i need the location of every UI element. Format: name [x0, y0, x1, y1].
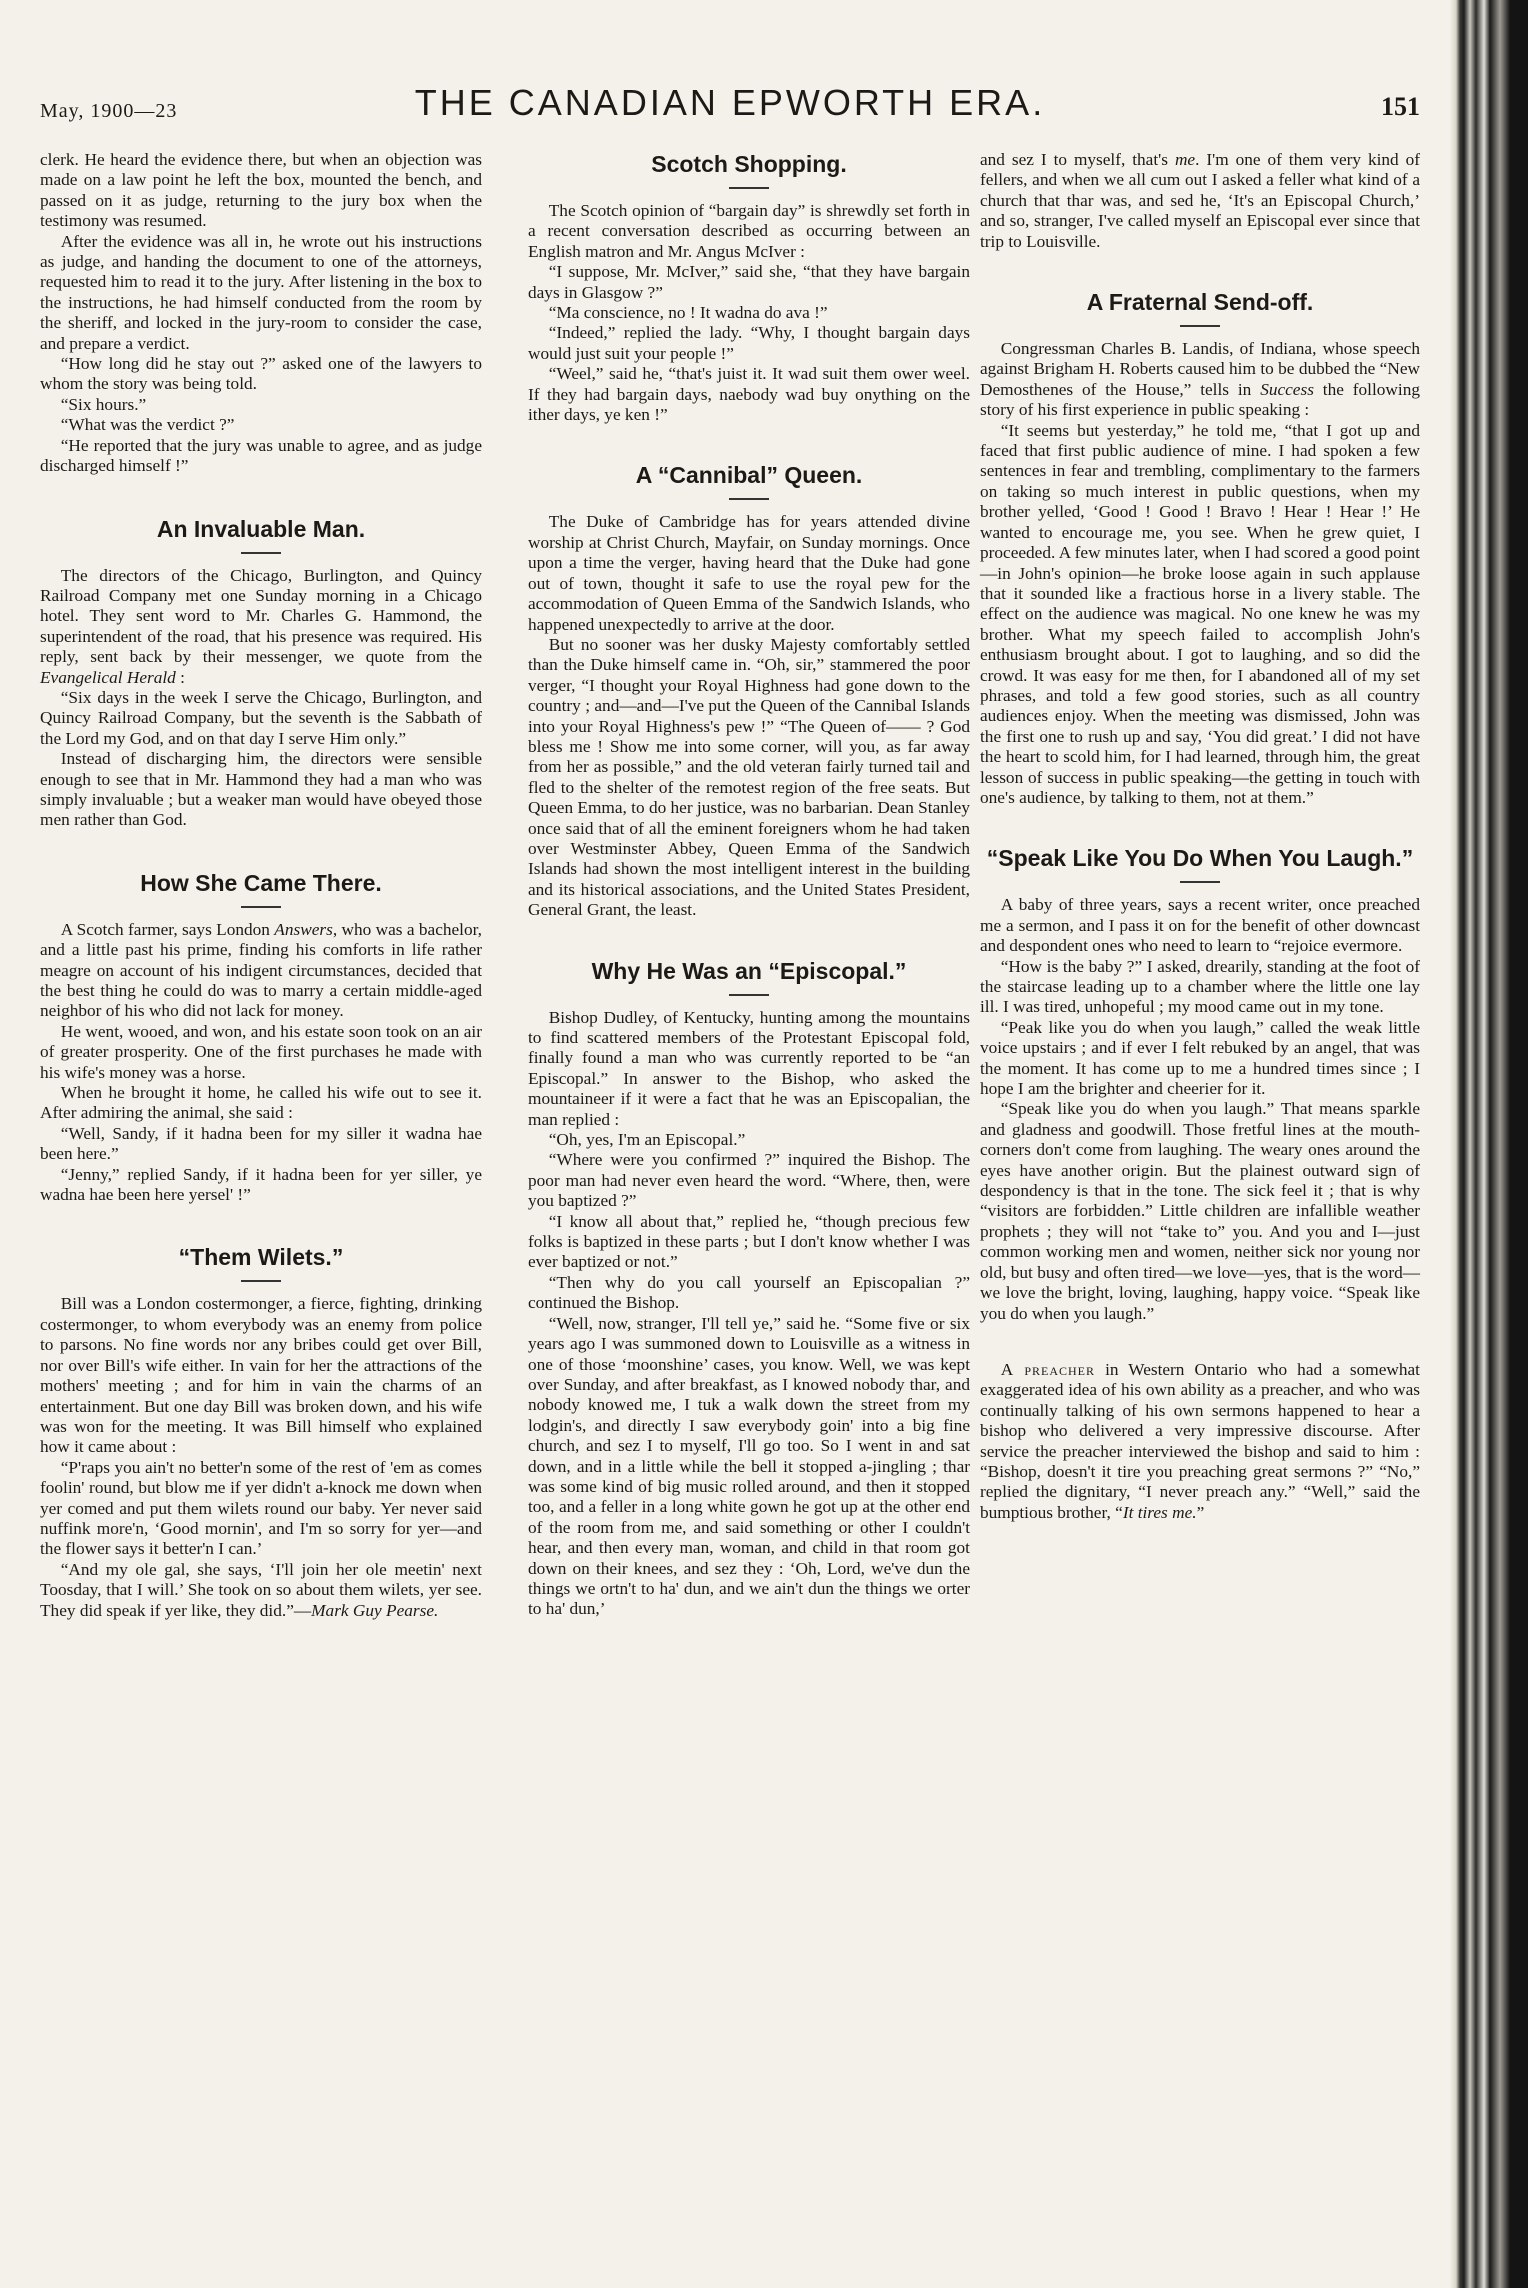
article-heading: “Speak Like You Do When You Laugh.”: [986, 845, 1414, 872]
article-paragraph: “Six hours.”: [60, 394, 147, 414]
column-1: [40, 150, 482, 1621]
article-paragraph: “Jenny,” replied Sandy, if it hadna been for yer siller, ye wadna hae been here yersel' !”: [40, 1164, 482, 1205]
article-paragraph: The Scotch opinion of “bargain day” is shrewdly set forth in a recent conversation described as occurring between an English matron and Mr. Angus McIver :: [528, 201, 970, 261]
article-paragraph: When he brought it home, he called his wife out to see it. After admiring the animal, she said :: [40, 1083, 482, 1123]
section-gap: [980, 808, 1420, 844]
article-paragraph: “P'raps you ain't no better'n some of the rest of 'em as comes foolin' round, but blow me if yer didn't a-knock me down when yer comed and put them wilets round our baby. Yer never said nuffink more'n, ‘Good mornin', and I'm so sorry for yer—and the flower says it better'n I can.’: [40, 1457, 482, 1559]
article-paragraph: clerk. He heard the evidence there, but when an objection was made on a law point he left the box, mounted the bench, and passed on it as judge, returning to the jury box when the testimony was resumed.: [40, 150, 482, 231]
article-heading: “Them Wilets.”: [178, 1244, 344, 1271]
heading-rule: [729, 187, 769, 189]
article-paragraph: “Weel,” said he, “that's juist it. It wad suit them ower weel. If they had bargain days, naebody wad buy onything on the ither days, ye ken !”: [528, 364, 970, 425]
article-paragraph: “How long did he stay out ?” asked one of the lawyers to whom the story was being told.: [40, 354, 482, 394]
section-gap: [980, 252, 1420, 288]
section-gap: [980, 1324, 1420, 1360]
column-2: [528, 150, 970, 1620]
heading-rule: [241, 906, 281, 908]
article-paragraph: “Speak like you do when you laugh.” That means sparkle and gladness and goodwill. Those fretful lines at the mouth-corners don't come from laughing. The weary ones around the eyes have another origin. But the plainest outward sign of despondency is that in the tone. The sick feel it ; that is why “visitors are forbidden.” Little children are infallible weather prophets ; they will not “take to” you. And you and I—just common working men and women, neither sick nor young nor old, but busy and often tired—we love—yes, that is the word—we love the bright, loving, laughing, happy voice. “Speak like you do when you laugh.”: [980, 1099, 1420, 1323]
article-heading: A Fraternal Send-off.: [1086, 289, 1314, 316]
section-gap: [40, 1205, 482, 1243]
article-heading: Why He Was an “Episcopal.”: [591, 957, 907, 984]
article-paragraph: “I know all about that,” replied he, “though precious few folks is baptized in these parts ; but I don't know whether I was ever baptized or not.”: [528, 1211, 970, 1272]
heading-rule: [1180, 325, 1220, 327]
section-gap: [528, 425, 970, 461]
article-paragraph: Bishop Dudley, of Kentucky, hunting among the mountains to find scattered members of the Protestant Episcopal fold, finally found a man who was currently reported to be “an Episcopal.” In answer to the Bishop, who asked the mountaineer if it were a fact that he was an Episcopalian, the man replied :: [528, 1007, 970, 1129]
publication-title: THE CANADIAN EPWORTH ERA.: [414, 82, 1046, 123]
article-paragraph: “Six days in the week I serve the Chicago, Burlington, and Quincy Railroad Company, but the seventh is the Sabbath of the Lord my God, and on that day I serve Him only.”: [40, 687, 482, 748]
article-paragraph: A preacher in Western Ontario who had a somewhat exaggerated idea of his own ability as a preacher, and who was continually talking of his own sermons happened to hear a bishop who delivered a very impressive discourse. After service the preacher interviewed the bishop and said to him : “Bishop, doesn't it tire you preaching great sermons ?” “No,” replied the dignitary, “I never preach any.” “Well,” said the bumptious brother, “It tires me.”: [980, 1359, 1420, 1522]
article-paragraph: “Where were you confirmed ?” inquired the Bishop. The poor man had never even heard the word. “Where, then, were you baptized ?”: [528, 1150, 970, 1211]
heading-rule: [241, 1280, 281, 1282]
heading-rule: [1180, 881, 1220, 883]
article-paragraph: “What was the verdict ?”: [60, 415, 235, 435]
article-paragraph: “It seems but yesterday,” he told me, “that I got up and faced that first public audience of mine. I had spoken a few sentences in fear and trembling, complimentary to the farmers on taking so much interest in public questions, when my brother yelled, ‘Good ! Good ! Bravo ! Hear ! Hear !’ He wanted to encourage me, you see. When he grew quiet, I proceeded. A few minutes later, when I had scored a good point—in John's opinion—he broke loose again in such applause that it sounded like a fractious horse in a livery stable. The effect on the audience was magical. No one knew he was my brother. What my speech failed to accomplish John's enthusiasm brought about. I got to laughing, and so did the crowd. It was easy for me then, for I abandoned all of my set phrases, and told a few good stories, such as all country audiences enjoy. When the meeting was dismissed, John was the first one to rush up and say, ‘You did great.’ I did not have the heart to scold him, for I had learned, through him, the great lesson of success in public speaking—the getting in touch with one's audience, by talking to them, not at them.”: [980, 420, 1420, 807]
article-heading: How She Came There.: [140, 869, 382, 896]
article-paragraph: “Then why do you call yourself an Episcopalian ?” continued the Bishop.: [528, 1272, 970, 1313]
article-paragraph: After the evidence was all in, he wrote out his instructions as judge, and handing the document to one of the attorneys, requested him to read it to the jury. After listening in the box to the instructions, he had himself conducted from the room by the sheriff, and locked in the jury-room to consider the case, and prepare a verdict.: [40, 231, 482, 353]
column-3: [980, 150, 1420, 1523]
article-paragraph: Congressman Charles B. Landis, of Indiana, whose speech against Brigham H. Roberts caused him to be dubbed the “New Demosthenes of the House,” tells in Success the following story of his first experience in public speaking :: [980, 339, 1420, 420]
article-paragraph: and sez I to myself, that's me. I'm one of them very kind of fellers, and when we all cum out I asked a feller what kind of a church that thar was, and sed he, ‘It's an Episcopal Church,’ and so, stranger, I've called myself an Episcopal ever since that trip to Louisville.: [980, 150, 1420, 251]
article-heading: An Invaluable Man.: [156, 515, 366, 542]
heading-rule: [729, 498, 769, 500]
article-paragraph: The directors of the Chicago, Burlington, and Quincy Railroad Company met one Sunday morning in a Chicago hotel. They sent word to Mr. Charles G. Hammond, the superintendent of the road, that his presence was required. His reply, sent back by their messenger, we quote from the Evangelical Herald :: [40, 565, 482, 687]
heading-rule: [729, 994, 769, 996]
article-paragraph: “Well, Sandy, if it hadna been for my siller it wadna hae been here.”: [40, 1123, 482, 1164]
article-paragraph: “Oh, yes, I'm an Episcopal.”: [548, 1130, 746, 1150]
issue-date: May, 1900—23: [40, 100, 178, 122]
article-paragraph: “He reported that the jury was unable to agree, and as judge discharged himself !”: [40, 435, 482, 476]
section-gap: [40, 477, 482, 515]
page-number: 151: [1381, 92, 1420, 121]
article-paragraph: “How is the baby ?” I asked, drearily, standing at the foot of the staircase leading up to a chamber where the little one lay ill. I was tired, unhopeful ; my mood came out in my tone.: [980, 956, 1420, 1017]
article-paragraph: “Indeed,” replied the lady. “Why, I thought bargain days would just suit your people !”: [528, 323, 970, 363]
article-paragraph: The Duke of Cambridge has for years attended divine worship at Christ Church, Mayfair, on Sunday mornings. Once upon a time the verger, having heard that the Duke had gone out of town, thought it safe to use the royal pew for the accommodation of Queen Emma of the Sandwich Islands, who happened unexpectedly to arrive at the door.: [528, 512, 970, 634]
magazine-page: [40, 70, 1445, 2250]
article-paragraph: “And my ole gal, she says, ‘I'll join her ole meetin' next Toosday, that I will.’ She took on so about them wilets, yer see. They did speak if yer like, they did.”—Mark Guy Pearse.: [40, 1559, 482, 1620]
article-paragraph: A Scotch farmer, says London Answers, who was a bachelor, and a little past his prime, finding his comforts in life rather meagre on account of his indigent circumstances, decided that the best thing he could do was to marry a certain middle-aged neighbor of his who did not lack for money.: [40, 919, 482, 1021]
heading-rule: [241, 552, 281, 554]
article-paragraph: But no sooner was her dusky Majesty comfortably settled than the Duke himself came in. “Oh, sir,” stammered the poor verger, “I thought your Royal Highness had gone down to the country ; and—and—I've put the Queen of the Cannibal Islands into your Royal Highness's pew !” “The Queen of—— ? God bless me ! Show me into some corner, will you, as far away from her as possible,” and the old veteran fairly turned tail and fled to the shelter of the remotest region of the free seats. But Queen Emma, to do her justice, was no barbarian. Dean Stanley once said that of all the eminent foreigners whom he had taken over Westminster Abbey, Queen Emma of the Sandwich Islands had shown the most intelligent interest in the building and its historical associations, and the United States President, General Grant, the least.: [528, 634, 970, 920]
article-paragraph: A baby of three years, says a recent writer, once preached me a sermon, and I pass it on for the benefit of other downcast and despondent ones who need to learn to “rejoice evermore.: [980, 895, 1420, 956]
masthead: [40, 82, 1420, 142]
section-gap: [528, 921, 970, 957]
article-paragraph: He went, wooed, and won, and his estate soon took on an air of greater prosperity. One of the first purchases he made with his wife's money was a horse.: [40, 1021, 482, 1082]
article-paragraph: “Well, now, stranger, I'll tell ye,” said he. “Some five or six years ago I was summoned down to Louisville as a witness in one of those ‘moonshine’ cases, you know. Well, we was kept over Sunday, and after breakfast, as I knowed nobody thar, and nobody knowed me, I tuk a walk down the street from my lodgin's, and directly I saw everybody goin' into a big fine church, and sez I to myself, I'll go too. So I went in and sat down, and in a little while the bell it stopped a-jingling ; thar was some kind of big music rolled around, and then it stopped too, and a feller in a long white gown he got up at the other end of the room from me, and said something or other I couldn't hear, and then every man, woman, and child in that room got down on their knees, and sez they : ‘Oh, Lord, we've dun the things we ortn't to ha' dun, and we ain't dun the things we orter to ha' dun,’: [528, 1313, 970, 1619]
article-paragraph: “Ma conscience, no ! It wadna do ava !”: [548, 303, 828, 323]
article-paragraph: “I suppose, Mr. McIver,” said she, “that they have bargain days in Glasgow ?”: [528, 262, 970, 302]
article-paragraph: “Peak like you do when you laugh,” called the weak little voice upstairs ; and if ever I felt rebuked by an angel, that was the moment. It has come up to me a hundred times since ; I hope I am the brighter and cheerier for it.: [980, 1017, 1420, 1099]
article-heading: Scotch Shopping.: [651, 151, 847, 177]
section-gap: [40, 831, 482, 869]
page-edge: [1450, 0, 1528, 2288]
article-paragraph: Instead of discharging him, the directors were sensible enough to see that in Mr. Hammond they had a man who was simply invaluable ; but a weaker man would have obeyed those men rather than God.: [40, 749, 482, 830]
article-paragraph: Bill was a London costermonger, a fierce, fighting, drinking costermonger, to whom everybody was an enemy from police to parsons. No fine words nor any bribes could get over Bill, nor over Bill's wife either. In vain for her the attractions of the mothers' meeting ; and for him in vain the charms of an entertainment. But one day Bill was broken down, and his wife was won for the meeting. It was Bill himself who explained how it came about :: [40, 1294, 482, 1457]
article-heading: A “Cannibal” Queen.: [635, 462, 863, 489]
